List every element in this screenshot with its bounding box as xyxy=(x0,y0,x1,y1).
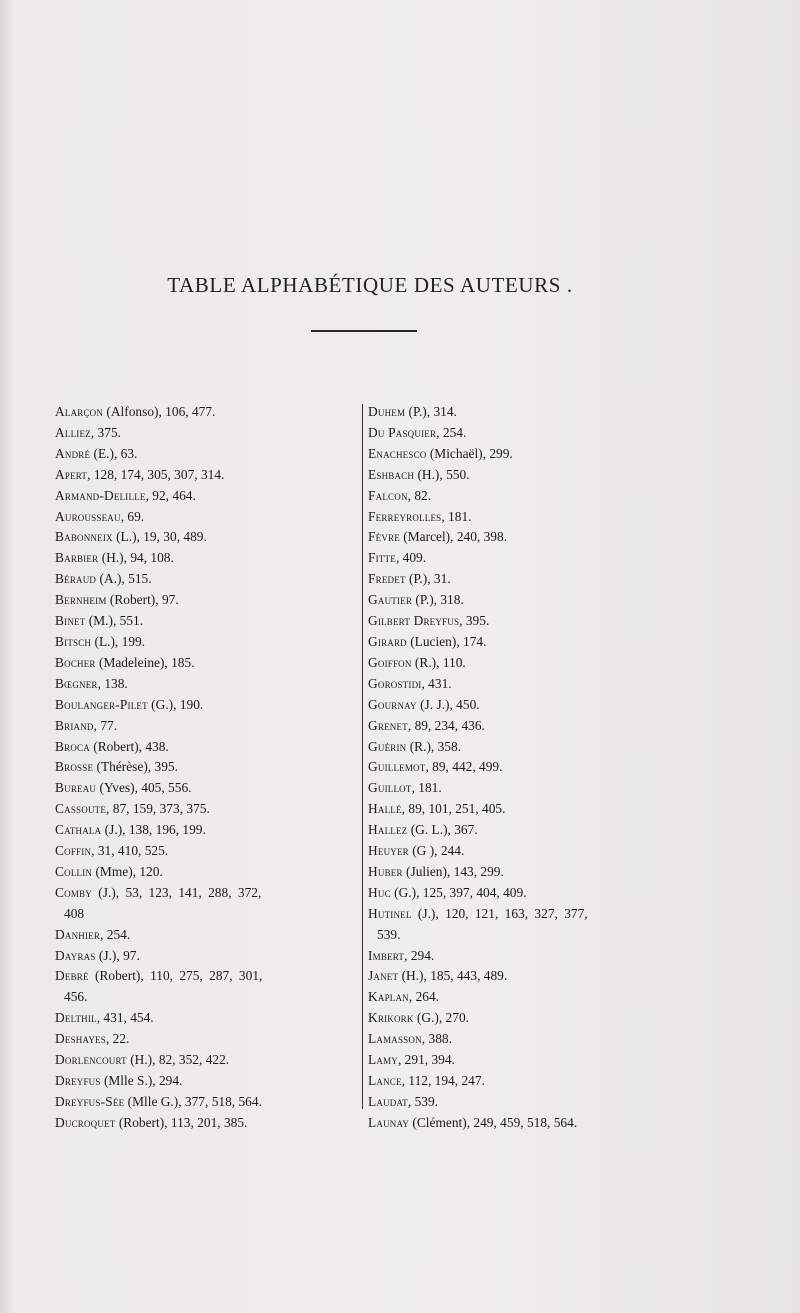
page-references: , 112, 194, 247. xyxy=(401,1073,485,1088)
page-references: (H.), 185, 443, 489. xyxy=(398,968,508,984)
page-references: , 388. xyxy=(421,1031,452,1047)
page-references: (H.), 550. xyxy=(414,466,470,482)
index-entry xyxy=(368,757,668,778)
index-entry xyxy=(368,632,668,653)
index-entry xyxy=(55,820,355,841)
index-entry xyxy=(368,674,668,695)
author-name: Janet xyxy=(368,968,399,984)
index-entry xyxy=(368,486,668,507)
page-references: , 264. xyxy=(408,989,440,1005)
index-entry xyxy=(368,548,668,569)
page-references: (P.), 31. xyxy=(405,571,451,587)
page-references: , 181. xyxy=(411,780,442,796)
index-entry xyxy=(55,548,355,569)
author-name: Briand xyxy=(55,717,94,733)
page-references: , 87, 159, 373, 375. xyxy=(106,801,210,817)
author-name: Bœgner xyxy=(55,675,98,691)
page-references: (Alfonso), 106, 477. xyxy=(103,404,216,419)
page-references: , 69. xyxy=(120,508,145,524)
index-entry xyxy=(55,757,355,778)
author-name: Eshbach xyxy=(368,466,415,482)
index-entry xyxy=(55,841,355,862)
page-references: , 89, 101, 251, 405. xyxy=(401,801,506,817)
page-references: (J.), 53, 123, 141, 288, 372, xyxy=(91,884,262,900)
page-references: (P.), 318. xyxy=(412,592,464,608)
author-name: Ferreyrolles xyxy=(368,508,442,524)
author-name: Gilbert Dreyfus xyxy=(368,613,460,629)
index-entry xyxy=(368,1071,668,1092)
page-references: , 409. xyxy=(395,550,427,566)
author-name: Bitsch xyxy=(55,633,92,649)
index-entry xyxy=(368,527,668,548)
page-references: , 138. xyxy=(97,675,128,691)
author-name: Krikork xyxy=(368,1010,414,1026)
index-entry xyxy=(368,444,668,465)
index-entry xyxy=(55,737,355,758)
author-name: Broca xyxy=(55,738,90,754)
index-entry xyxy=(368,946,668,967)
page-references: (Madeleine), 185. xyxy=(95,654,195,670)
index-entry xyxy=(368,423,668,444)
index-entry xyxy=(368,778,668,799)
author-name: Falcon xyxy=(368,487,408,503)
author-name: Huber xyxy=(368,863,403,879)
right-index-column xyxy=(368,402,668,1134)
author-name: Launay xyxy=(368,1114,410,1130)
index-entry xyxy=(368,1113,668,1134)
page-references: (Lucien), 174. xyxy=(406,633,487,649)
index-entry xyxy=(55,653,355,674)
index-entry xyxy=(368,695,668,716)
author-name: Béraud xyxy=(55,571,97,587)
author-name: Lance xyxy=(368,1073,402,1088)
index-entry xyxy=(368,611,668,632)
page-references: (H.), 94, 108. xyxy=(98,550,174,566)
index-entry xyxy=(368,862,668,883)
page-references: (G ), 244. xyxy=(408,843,465,859)
page-references: (Robert), 110, 275, 287, 301, xyxy=(88,968,263,984)
page-references: (G. L.), 367. xyxy=(407,822,478,838)
page-references: (G.), 270. xyxy=(413,1010,469,1026)
index-entry xyxy=(55,674,355,695)
page-references: , 82. xyxy=(407,487,432,503)
page-references: (P.), 314. xyxy=(405,404,457,419)
author-name: Lamasson xyxy=(368,1031,422,1047)
page-references: (Yves), 405, 556. xyxy=(96,780,192,796)
author-name: Coffin xyxy=(55,843,92,859)
author-name: Guillot xyxy=(368,780,412,796)
author-name: Bocher xyxy=(55,654,96,670)
page-references: (Robert), 438. xyxy=(89,738,169,754)
author-name: Danhier xyxy=(55,926,101,942)
author-name: Goiffon xyxy=(368,654,412,670)
index-entry xyxy=(55,486,355,507)
index-entry xyxy=(55,590,355,611)
index-entry xyxy=(368,883,668,904)
author-name: Gautier xyxy=(368,592,413,608)
author-name: Deshayes xyxy=(55,1031,106,1047)
author-name: Laudat xyxy=(368,1093,408,1109)
index-entry xyxy=(55,465,355,486)
page-references: (J.), 120, 121, 163, 327, 377, xyxy=(411,905,588,921)
index-entry xyxy=(55,1029,355,1050)
index-entry xyxy=(368,1008,668,1029)
author-name: Girard xyxy=(368,633,407,649)
index-entry xyxy=(55,716,355,737)
index-entry xyxy=(368,1092,668,1113)
author-name: Bureau xyxy=(55,780,97,796)
page-title: TABLE ALPHABÉTIQUE DES AUTEURS . xyxy=(167,273,573,297)
index-entry xyxy=(55,1050,355,1071)
index-entry xyxy=(368,716,668,737)
author-name: Boulanger-Pilet xyxy=(55,696,148,712)
author-name: Dreyfus-Sée xyxy=(55,1093,125,1109)
index-entry xyxy=(368,569,668,590)
left-index-column xyxy=(55,402,355,1134)
index-entry xyxy=(55,402,355,423)
page-references: (Clément), 249, 459, 518, 564. xyxy=(409,1114,578,1130)
index-entry xyxy=(55,1071,355,1092)
author-name: Hallé xyxy=(368,801,402,817)
page-references: (Robert), 97. xyxy=(106,592,179,608)
page-references: , 92, 464. xyxy=(145,487,196,503)
index-entry xyxy=(55,1092,355,1113)
index-entry xyxy=(55,507,355,528)
index-entry xyxy=(368,1029,668,1050)
page-references: (Robert), 113, 201, 385. xyxy=(115,1114,248,1130)
author-name: André xyxy=(55,445,91,461)
page-references: (R.), 358. xyxy=(406,738,462,754)
index-entry xyxy=(368,507,668,528)
index-entry xyxy=(55,966,355,1008)
index-entry xyxy=(55,799,355,820)
index-entry xyxy=(55,925,355,946)
index-entry xyxy=(368,590,668,611)
page-references: , 89, 234, 436. xyxy=(407,717,485,733)
title-rule xyxy=(311,330,417,332)
page-references: (Mlle S.), 294. xyxy=(100,1073,183,1088)
page-references: (G.), 190. xyxy=(147,696,204,712)
page-references: , 31, 410, 525. xyxy=(91,843,169,859)
index-entry xyxy=(368,987,668,1008)
index-entry xyxy=(55,423,355,444)
page-references-continued: 408 xyxy=(64,905,85,921)
author-name: Guillemot xyxy=(368,759,426,775)
page-references: , 22. xyxy=(105,1031,130,1047)
author-name: Delthil xyxy=(55,1010,97,1026)
page-references: (Mme), 120. xyxy=(92,863,163,879)
index-entry xyxy=(55,1113,355,1134)
page-references: (Thérèse), 395. xyxy=(93,759,178,775)
page-references: , 254. xyxy=(436,424,467,440)
page-references-continued: 539. xyxy=(377,926,401,942)
author-name: Guérin xyxy=(368,738,407,754)
author-name: Brosse xyxy=(55,759,94,775)
author-name: Heuyer xyxy=(368,843,409,859)
index-entry xyxy=(55,611,355,632)
author-name: Dayras xyxy=(55,947,96,963)
author-name: Huc xyxy=(368,884,391,900)
author-name: Cassoute xyxy=(55,801,107,817)
page-references: , 291, 394. xyxy=(397,1052,455,1068)
page-references: (H.), 82, 352, 422. xyxy=(126,1052,230,1068)
index-entry xyxy=(368,402,668,423)
page-references: (L.), 19, 30, 489. xyxy=(112,529,207,545)
index-entry xyxy=(55,632,355,653)
page-references-continued: 456. xyxy=(64,989,88,1005)
page-references: , 77. xyxy=(93,717,118,733)
page-references: , 89, 442, 499. xyxy=(425,759,503,775)
author-name: Cathala xyxy=(55,822,102,838)
author-name: Grenet xyxy=(368,717,408,733)
author-name: Binet xyxy=(55,613,86,629)
author-name: Du Pasquier xyxy=(368,424,437,440)
page-references: , 294. xyxy=(404,947,435,963)
index-entry xyxy=(55,569,355,590)
index-entry xyxy=(55,883,355,925)
index-entry xyxy=(55,527,355,548)
index-entry xyxy=(55,862,355,883)
page-references: (A.), 515. xyxy=(96,571,152,587)
index-entry xyxy=(55,946,355,967)
author-name: Enachesco xyxy=(368,445,427,461)
author-name: Ducroquet xyxy=(55,1114,116,1130)
author-name: Gorostidi xyxy=(368,675,422,691)
index-entry xyxy=(368,799,668,820)
index-entry xyxy=(55,444,355,465)
author-name: Fitte xyxy=(368,550,396,566)
index-entry xyxy=(368,1050,668,1071)
author-name: Fèvre xyxy=(368,529,400,545)
page-references: (Michaël), 299. xyxy=(426,445,513,461)
index-entry xyxy=(55,778,355,799)
author-name: Imbert xyxy=(368,947,405,963)
author-name: Babonneix xyxy=(55,529,113,545)
index-entry xyxy=(368,737,668,758)
author-name: Alarçon xyxy=(55,404,104,419)
author-name: Debré xyxy=(55,968,89,984)
page-references: , 431, 454. xyxy=(96,1010,154,1026)
page-references: , 539. xyxy=(407,1093,439,1109)
author-name: Dorlencourt xyxy=(55,1052,127,1068)
index-entry xyxy=(368,841,668,862)
page-references: (R.), 110. xyxy=(411,654,466,670)
page-references: , 181. xyxy=(441,508,472,524)
author-name: Hallez xyxy=(368,822,408,838)
page-references: (Mlle G.), 377, 518, 564. xyxy=(124,1093,262,1109)
author-name: Kaplan xyxy=(368,989,409,1005)
author-name: Fredet xyxy=(368,571,406,587)
column-divider xyxy=(362,404,363,1109)
author-name: Collin xyxy=(55,863,93,879)
page-references: (G.), 125, 397, 404, 409. xyxy=(390,884,527,900)
page-references: (Marcel), 240, 398. xyxy=(399,529,508,545)
page-references: , 254. xyxy=(100,926,131,942)
index-entry xyxy=(368,465,668,486)
author-name: Gournay xyxy=(368,696,417,712)
page-references: , 375. xyxy=(90,424,121,440)
author-name: Armand-Delille xyxy=(55,487,146,503)
page-references: , 128, 174, 305, 307, 314. xyxy=(87,466,225,482)
author-name: Barbier xyxy=(55,550,99,566)
author-name: Comby xyxy=(55,884,92,900)
index-entry xyxy=(368,966,668,987)
author-name: Lamy xyxy=(368,1052,398,1068)
author-name: Hutinel xyxy=(368,905,412,921)
page-references: (E.), 63. xyxy=(90,445,138,461)
author-name: Apert xyxy=(55,466,88,482)
author-name: Alliez xyxy=(55,424,91,440)
page-references: , 395. xyxy=(459,613,490,629)
page-references: (Julien), 143, 299. xyxy=(402,863,504,879)
index-entry xyxy=(368,904,668,946)
page-references: (J.), 138, 196, 199. xyxy=(101,822,206,838)
index-entry xyxy=(55,1008,355,1029)
author-name: Bernheim xyxy=(55,592,107,608)
page-references: (J.), 97. xyxy=(95,947,140,963)
page-references: (J. J.), 450. xyxy=(416,696,480,712)
page-references: (M.), 551. xyxy=(85,613,144,629)
author-name: Dreyfus xyxy=(55,1073,101,1088)
author-name: Aurousseau xyxy=(55,508,121,524)
page-references: (L.), 199. xyxy=(91,633,146,649)
page-references: , 431. xyxy=(421,675,452,691)
index-entry xyxy=(55,695,355,716)
index-entry xyxy=(368,820,668,841)
author-name: Duhem xyxy=(368,404,406,419)
index-entry xyxy=(368,653,668,674)
